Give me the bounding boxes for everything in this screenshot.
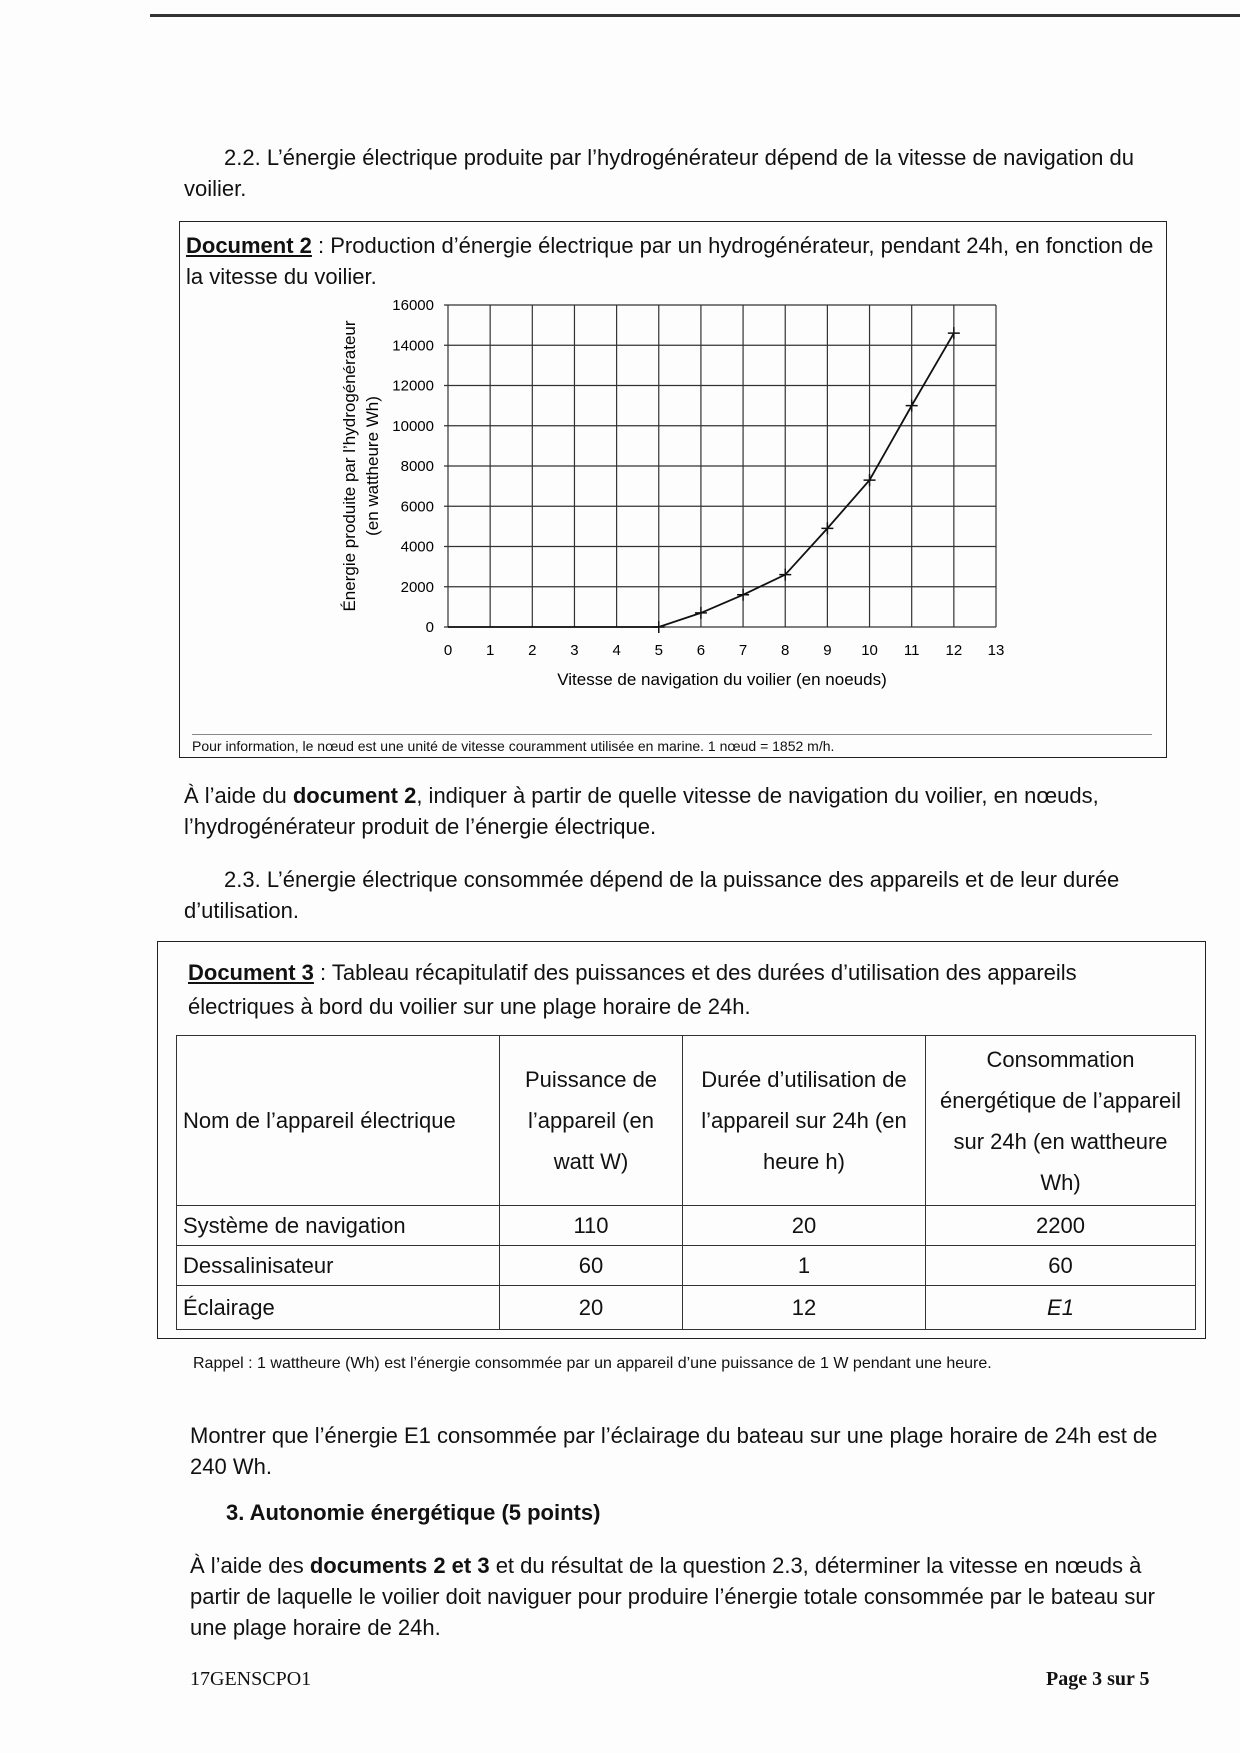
- section-number: 2.3.: [224, 867, 261, 892]
- section-2-2: [184, 142, 1164, 204]
- data-point-marker: [948, 327, 960, 339]
- y-axis-label-units: (en wattheure Wh): [363, 396, 382, 536]
- footer-code: 17GENSCPO1: [190, 1668, 312, 1690]
- y-axis-label: Énergie produite par l’hydrogénérateur: [340, 320, 359, 612]
- section-number: 2.2.: [224, 145, 261, 170]
- table-cell: Dessalinisateur: [177, 1246, 500, 1286]
- energy-chart: [310, 292, 1050, 712]
- top-rule: [150, 14, 1240, 17]
- x-tick-label: 4: [612, 642, 621, 659]
- y-tick-label: 16000: [392, 297, 434, 314]
- x-tick-label: 12: [945, 642, 963, 659]
- q-text: et du résultat de la question 2.3, déterminer la vitesse en nœuds à partir de laquelle le voilier doit naviguer pour produire l’énergie totale consommée par le bateau sur une plage horaire de 24h.: [190, 1553, 1155, 1640]
- y-tick-label: 14000: [392, 337, 434, 355]
- table-cell: 110: [500, 1206, 683, 1246]
- document-3-box: [157, 941, 1206, 1339]
- x-tick-label: 6: [696, 642, 706, 659]
- doc3-label: Document 3: [188, 960, 314, 985]
- table-row: [177, 1206, 1196, 1246]
- x-tick-label: 10: [861, 642, 878, 659]
- y-tick-label: 2000: [400, 578, 434, 596]
- table-row: [177, 1246, 1196, 1286]
- doc2-label: Document 2: [186, 233, 312, 258]
- section-3-heading: 3. Autonomie énergétique (5 points): [226, 1500, 601, 1525]
- x-tick-label: 11: [903, 642, 920, 659]
- table-cell: Éclairage: [177, 1286, 500, 1330]
- doc3-title: : Tableau récapitulatif des puissances et des durées d’utilisation des appareils électriques à bord du voilier sur une plage horaire de 24h.: [188, 960, 1077, 1019]
- section-text: L’énergie électrique produite par l’hydrogénérateur dépend de la vitesse de navigation du voilier.: [184, 145, 1134, 201]
- header-cell: Nom de l’appareil électrique: [177, 1036, 500, 1206]
- table-row: [177, 1286, 1196, 1330]
- appliance-table: [176, 1035, 1196, 1330]
- doc2-title: : Production d’énergie électrique par un hydrogénérateur, pendant 24h, en fonction de la vitesse du voilier.: [186, 233, 1154, 289]
- q-bold: document 2: [292, 783, 417, 808]
- table-cell: 1: [683, 1246, 926, 1286]
- table-cell: 2200: [926, 1206, 1196, 1246]
- x-tick-label: 13: [987, 642, 1005, 659]
- y-tick-label: 4000: [400, 538, 434, 556]
- q-text: À l’aide du: [184, 783, 293, 808]
- table-cell: 20: [500, 1286, 683, 1330]
- y-tick-label: 0: [425, 619, 434, 636]
- header-cell: Durée d’utilisation de l’appareil sur 24h (en heure h): [683, 1036, 926, 1206]
- data-point-marker: [906, 400, 918, 412]
- section-3-question: [190, 1550, 1170, 1643]
- table-cell: 60: [926, 1246, 1196, 1286]
- table-header-row: [177, 1036, 1196, 1206]
- q-text: À l’aide des: [190, 1553, 310, 1578]
- table-cell: Système de navigation: [177, 1206, 500, 1246]
- x-tick-label: 9: [823, 642, 832, 659]
- data-point-marker: [695, 607, 707, 619]
- table-cell: 20: [683, 1206, 926, 1246]
- table-cell: E1: [926, 1286, 1196, 1330]
- question-2-2: [184, 780, 1154, 842]
- q-bold: documents 2 et 3: [309, 1553, 490, 1578]
- rappel-note: Rappel : 1 wattheure (Wh) est l’énergie consommée par un appareil d’une puissance de 1 W pendant une heure.: [193, 1355, 992, 1372]
- section-2-3: [184, 864, 1194, 926]
- x-tick-label: 5: [654, 642, 663, 659]
- q-text: , indiquer à partir de quelle vitesse de navigation du voilier, en nœuds, l’hydrogénérateur produit de l’énergie électrique.: [184, 783, 1099, 839]
- x-tick-label: 7: [738, 642, 748, 659]
- data-point-marker: [653, 621, 665, 633]
- y-tick-label: 8000: [400, 458, 434, 475]
- x-axis-label: Vitesse de navigation du voilier (en noeuds): [557, 670, 887, 689]
- question-2-3: Montrer que l’énergie E1 consommée par l’éclairage du bateau sur une plage horaire de 24h est de 240 Wh.: [190, 1423, 1158, 1479]
- document-2-box: [179, 221, 1167, 758]
- y-tick-label: 10000: [392, 417, 434, 435]
- table-cell: 12: [683, 1286, 926, 1330]
- y-tick-label: 6000: [400, 498, 434, 516]
- y-tick-label: 12000: [392, 377, 434, 395]
- x-tick-label: 2: [528, 642, 537, 659]
- x-tick-label: 0: [443, 642, 453, 659]
- header-cell: Consommation énergétique de l’appareil sur 24h (en wattheure Wh): [926, 1036, 1196, 1206]
- x-tick-label: 1: [485, 642, 495, 659]
- footer-page: Page 3 sur 5: [1046, 1668, 1150, 1690]
- section-text: L’énergie électrique consommée dépend de la puissance des appareils et de leur durée d’utilisation.: [184, 867, 1120, 923]
- header-cell: Puissance de l’appareil (en watt W): [500, 1036, 683, 1206]
- x-tick-label: 3: [570, 642, 579, 659]
- table-cell: 60: [500, 1246, 683, 1286]
- x-tick-label: 8: [781, 642, 790, 659]
- data-point-marker: [737, 589, 749, 601]
- doc2-footnote: Pour information, le nœud est une unité de vitesse couramment utilisée en marine. 1 nœud = 1852 m/h.: [192, 734, 1152, 754]
